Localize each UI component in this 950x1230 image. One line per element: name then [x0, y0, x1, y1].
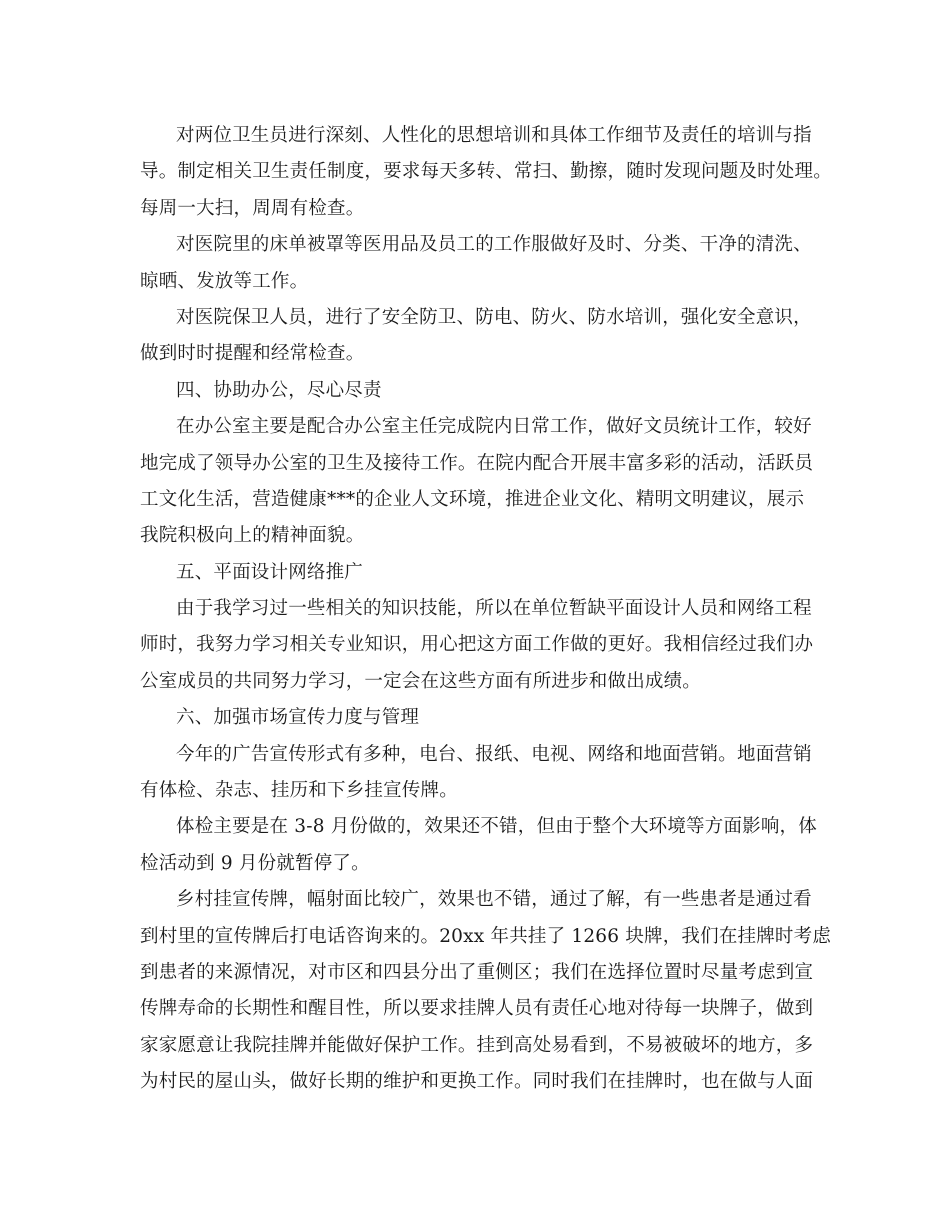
text-line: 做到时时提醒和经常检查。 [140, 343, 365, 365]
text-line: 到患者的来源情况，对市区和四县分出了重侧区；我们在选择位置时尽量考虑到宣 [140, 961, 814, 983]
document-body [140, 118, 830, 1101]
text-line: 由于我学习过一些相关的知识技能，所以在单位暂缺平面设计人员和网络工程 [176, 598, 812, 620]
text-line: 传牌寿命的长期性和醒目性，所以要求挂牌人员有责任心地对待每一块牌子，做到 [140, 998, 814, 1020]
text-line: 导。制定相关卫生责任制度，要求每天多转、常扫、勤擦，随时发现问题及时处理。 [140, 161, 832, 183]
text-line: 五、平面设计网络推广 [176, 561, 364, 583]
text-line: 四、协助办公，尽心尽责 [176, 379, 382, 401]
text-line: 对医院保卫人员，进行了安全防卫、防电、防火、防水培训，强化安全意识， [176, 306, 812, 328]
text-line: 体检主要是在 3-8 月份做的，效果还不错，但由于整个大环境等方面影响，体 [176, 816, 817, 838]
text-line: 地完成了领导办公室的卫生及接待工作。在院内配合开展丰富多彩的活动，活跃员 [140, 452, 814, 474]
text-line: 我院积极向上的精神面貌。 [140, 525, 365, 547]
text-line: 对医院里的床单被罩等医用品及员工的工作服做好及时、分类、干净的清洗、 [176, 234, 812, 256]
text-line: 今年的广告宣传形式有多种，电台、报纸、电视、网络和地面营销。地面营销 [176, 743, 812, 765]
text-line: 师时，我努力学习相关专业知识，用心把这方面工作做的更好。我相信经过我们办 [140, 634, 814, 656]
text-line: 晾晒、发放等工作。 [140, 270, 309, 292]
text-line: 为村民的屋山头，做好长期的维护和更换工作。同时我们在挂牌时，也在做与人面 [140, 1071, 814, 1093]
text-line: 在办公室主要是配合办公室主任完成院内日常工作，做好文员统计工作，较好 [176, 416, 812, 438]
text-line: 家家愿意让我院挂牌并能做好保护工作。挂到高处易看到，不易被破坏的地方，多 [140, 1034, 814, 1056]
text-line: 有体检、杂志、挂历和下乡挂宣传牌。 [140, 780, 458, 802]
text-line: 到村里的宣传牌后打电话咨询来的。20xx 年共挂了 1266 块牌，我们在挂牌时考虑 [140, 925, 832, 947]
text-line: 对两位卫生员进行深刻、人性化的思想培训和具体工作细节及责任的培训与指 [176, 125, 812, 146]
text-line: 工文化生活，营造健康***的企业人文环境，推进企业文化、精明文明建议，展示 [140, 488, 805, 510]
text-line: 公室成员的共同努力学习，一定会在这些方面有所进步和做出成绩。 [140, 670, 702, 692]
text-line: 乡村挂宣传牌，幅射面比较广，效果也不错，通过了解，有一些患者是通过看 [176, 889, 812, 911]
text-line: 每周一大扫，周周有检查。 [140, 197, 365, 219]
text-line: 六、加强市场宣传力度与管理 [176, 707, 420, 729]
text-line: 检活动到 9 月份就暂停了。 [140, 852, 370, 874]
